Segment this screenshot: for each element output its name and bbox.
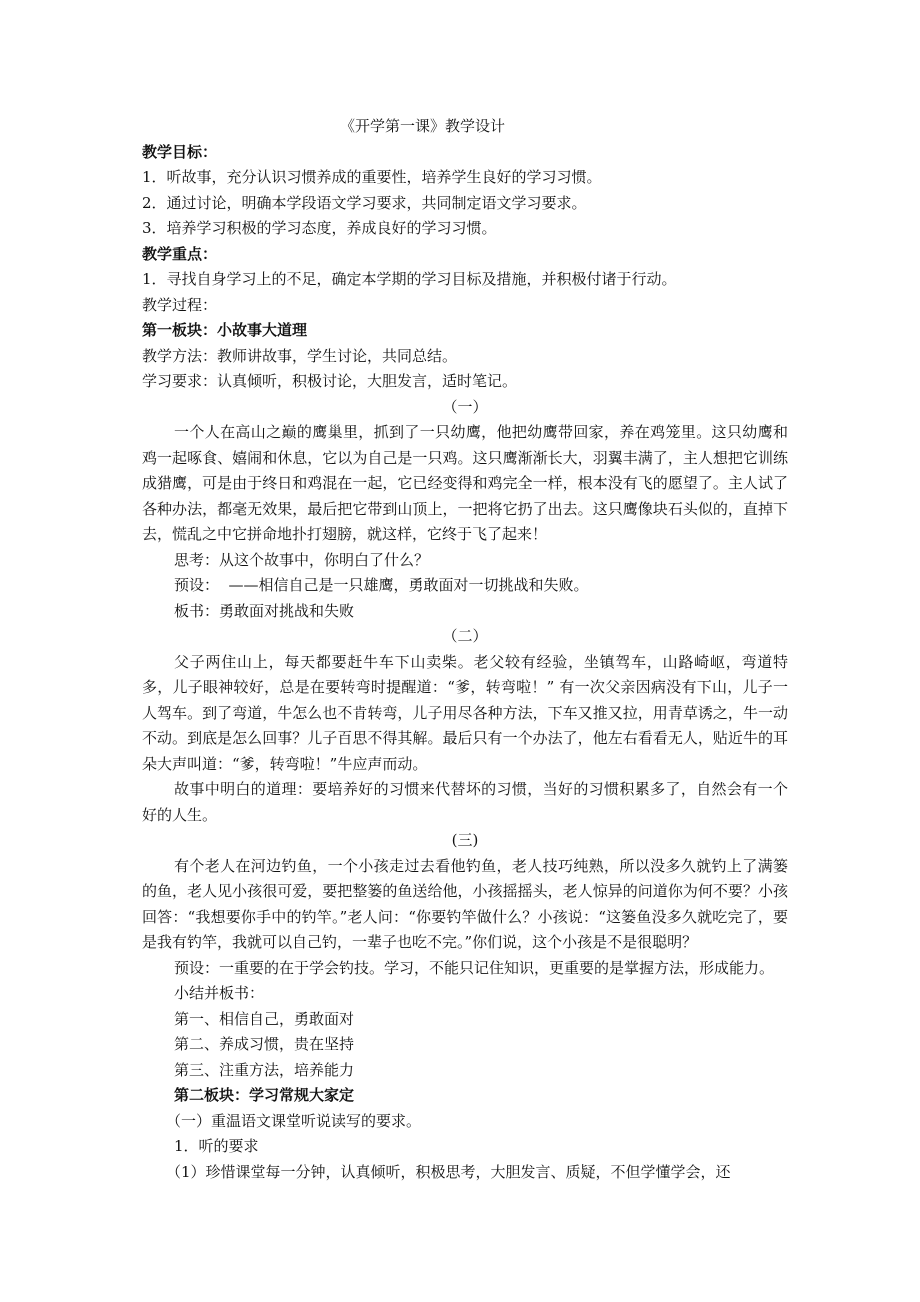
story1-label: （一） (442, 397, 488, 416)
story1-think: 思考：从这个故事中，你明白了什么？ (174, 550, 430, 569)
process-heading: 教学过程： (142, 295, 218, 314)
listen-item: （1）珍惜课堂每一分钟，认真倾听，积极思考，大胆发言、质疑，不但学懂学会，还 (166, 1162, 731, 1181)
story3-label: (三) (451, 831, 479, 849)
listen-heading: 1．听的要求 (174, 1137, 259, 1155)
key-points-heading: 教学重点： (142, 244, 218, 263)
summary-item: 第三、注重方法，培养能力 (174, 1060, 355, 1079)
section2-heading: 第二板块：学习常规大家定 (174, 1086, 355, 1104)
objective-item: 2．通过讨论，明确本学段语文学习要求，共同制定语文学习要求。 (142, 193, 587, 212)
summary-item: 第一、相信自己，勇敢面对 (174, 1009, 355, 1028)
key-point-item: 1．寻找自身学习上的不足，确定本学期的学习目标及措施，并积极付诸于行动。 (142, 270, 677, 288)
story1-board: 板书：勇敢面对挑战和失败 (174, 601, 355, 620)
objective-item: 3．培养学习积极的学习态度，养成良好的学习习惯。 (142, 219, 497, 237)
story3-text: 有个老人在河边钓鱼，一个小孩走过去看他钓鱼，老人技巧纯熟，所以没多久就钓上了满篓的鱼，老人见小孩很可爱，要把整篓的鱼送给他，小孩摇摇头，老人惊异的问道你为何不要？小孩回答：“我想要你手中的钓竿。”老人问：“你要钓竿做什么？小孩说：“这篓鱼没多久就吃完了，要是我有钓竿，我就可以自己钓，一辈子也吃不完。”你们说，这个小孩是不是很聪明？ (142, 856, 788, 951)
story2-text: 父子两住山上，每天都要赶牛车下山卖柴。老父较有经验，坐镇驾车，山路崎岖，弯道特多，儿子眼神较好，总是在要转弯时提醒道：“爹，转弯啦！” 有一次父亲因病没有下山，儿子一人驾车。到了弯道，牛怎么也不肯转弯，儿子用尽各种方法，下车又推又拉，用青草诱之，牛一动不动。到底是怎么回事？儿子百思不得其解。最后只有一个办法了，他左右看看无人，贴近牛的耳朵大声叫道：“爹，转弯啦！”牛应声而动。 (142, 652, 788, 773)
section2-sub1: （一）重温语文课堂听说读写的要求。 (166, 1111, 422, 1130)
objective-item: 1．听故事，充分认识习惯养成的重要性，培养学生良好的学习习惯。 (142, 168, 602, 186)
document-title: 《开学第一课》教学设计 (340, 117, 506, 135)
story2-lesson: 故事中明白的道理：要培养好的习惯来代替坏的习惯，当好的习惯积累多了，自然会有一个好的人生。 (142, 780, 788, 824)
story1-text: 一个人在高山之巅的鹰巢里，抓到了一只幼鹰，他把幼鹰带回家，养在鸡笼里。这只幼鹰和鸡一起啄食、嬉闹和休息，它以为自己是一只鸡。这只鹰渐渐长大，羽翼丰满了，主人想把它训练成猎鹰，可是由于终日和鸡混在一起，它已经变得和鸡完全一样，根本没有飞的愿望了。主人试了各种办法，都毫无效果，最后把它带到山顶上，一把将它扔了出去。这只鹰像块石头似的，直掉下去，慌乱之中它拼命地扑打翅膀，就这样，它终于飞了起来！ (142, 423, 788, 543)
document-page (142, 114, 788, 1185)
summary-heading: 小结并板书： (174, 984, 265, 1002)
summary-item: 第二、养成习惯，贵在坚持 (174, 1035, 355, 1053)
story2-label: （二） (442, 627, 488, 645)
story1-preset: 预设： ——相信自己是一只雄鹰，勇敢面对一切挑战和失败。 (174, 576, 589, 594)
section1-heading: 第一板块：小故事大道理 (142, 321, 308, 339)
story3-preset: 预设：一重要的在于学会钓技。学习，不能只记住知识，更重要的是掌握方法，形成能力。 (174, 958, 775, 977)
objectives-heading: 教学目标： (142, 142, 218, 161)
teaching-method: 教学方法：教师讲故事，学生讨论，共同总结。 (142, 346, 458, 365)
learning-requirement: 学习要求：认真倾听，积极讨论，大胆发言，适时笔记。 (142, 372, 518, 390)
